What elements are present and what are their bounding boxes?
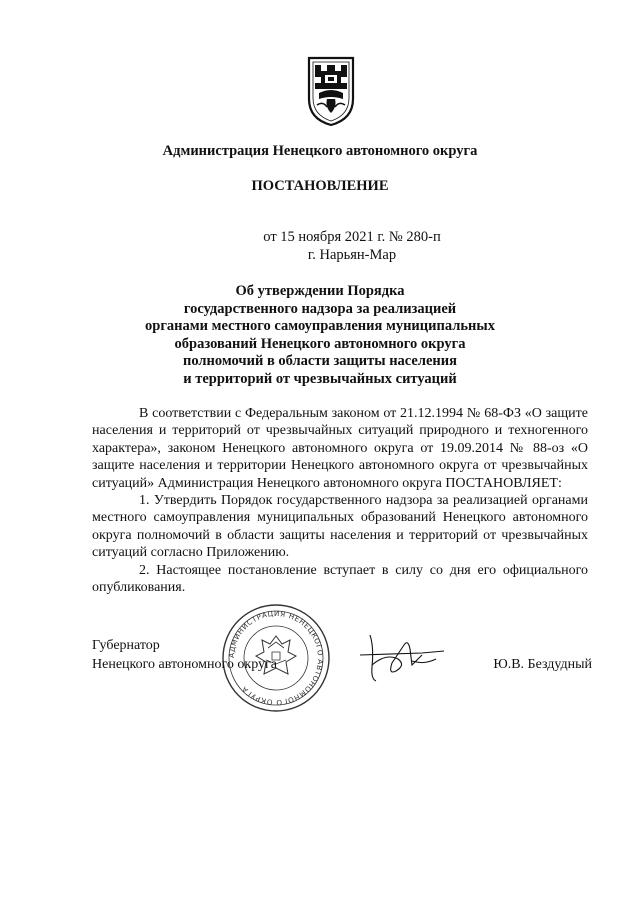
document-date-number: от 15 ноября 2021 г. № 280-п [263, 229, 441, 245]
heading-line: образований Ненецкого автономного округа [174, 335, 466, 352]
heading-line: государственного надзора за реализацией [183, 300, 457, 317]
heading-line: органами местного самоуправления муниципальных [145, 318, 495, 335]
signatory-position: Губернатор [92, 638, 160, 653]
document-body [92, 405, 588, 596]
body-paragraph: В соответствии с Федеральным законом от 21.12.1994 № 68-ФЗ «О защите населения и территорий от чрезвычайных ситуаций природного и техногенного характера», законом Ненецкого автономного округа от 19.09.2014 № 88-оз «О защите населения и территории Ненецкого автономного округа от чрезвычайных ситуаций» Администрация Ненецкого автономного округа ПОСТАНОВЛЯЕТ: [92, 406, 588, 491]
signatory-position-region: Ненецкого автономного округа [92, 657, 277, 672]
document-city: г. Нарьян-Мар [307, 247, 397, 263]
body-paragraph: 1. Утвердить Порядок государственного надзора за реализацией органами местного самоуправления муниципальных образований Ненецкого автономного округа полномочий в области защиты населения и территорий от чрезвычайных ситуаций согласно Приложению. [92, 493, 588, 561]
heading-line: и территорий от чрезвычайных ситуаций [183, 370, 457, 387]
body-paragraph: 2. Настоящее постановление вступает в силу со дня его официального опубликования. [92, 562, 588, 596]
document-heading [0, 283, 640, 389]
seal-text: АДМИНИСТРАЦИЯ НЕНЕЦКОГО АВТОНОМНОГО ОКРУГА [226, 608, 326, 708]
coat-of-arms-icon [305, 55, 357, 127]
document-type: ПОСТАНОВЛЕНИЕ [251, 178, 389, 194]
signature-block [92, 638, 592, 728]
signatory-name: Ю.В. Бездудный [493, 657, 592, 672]
heading-line: Об утверждении Порядка [235, 283, 405, 299]
organization-title: Администрация Ненецкого автономного округа [162, 143, 478, 159]
heading-line: полномочий в области защиты населения [183, 353, 457, 370]
